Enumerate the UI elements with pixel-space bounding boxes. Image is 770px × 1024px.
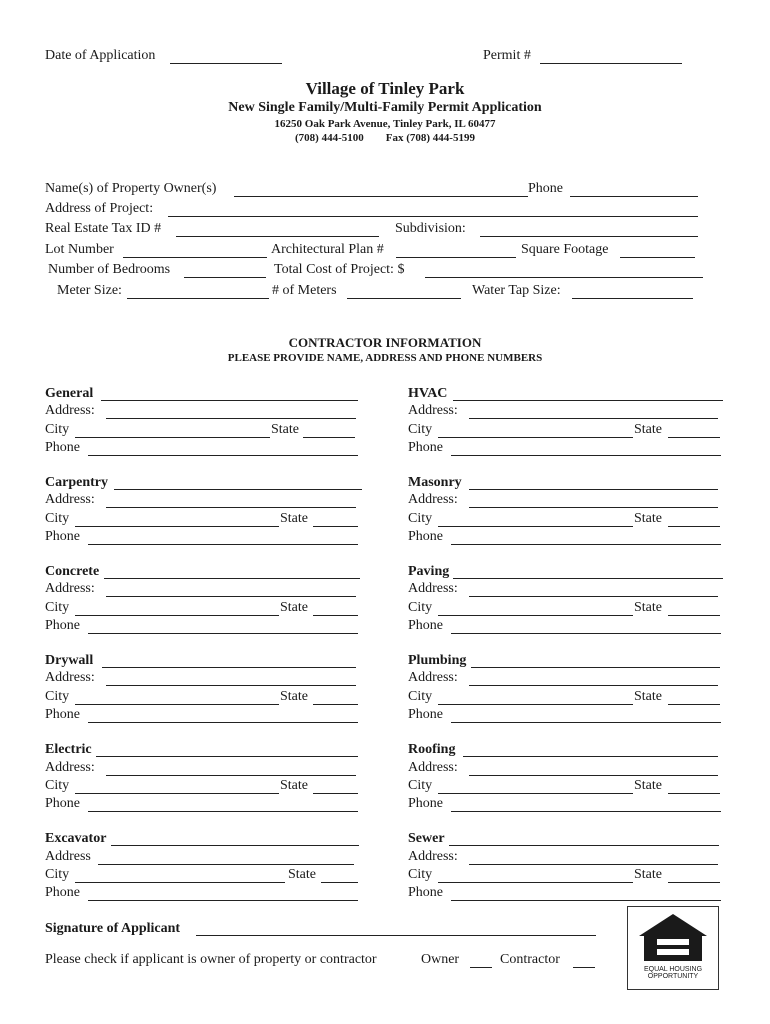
roofing-state-field[interactable]: [668, 793, 720, 794]
square-footage-field[interactable]: [620, 257, 695, 258]
masonry-address-label: Address:: [408, 492, 458, 507]
lot-number-field[interactable]: [123, 257, 267, 258]
electric-contractor-label: Electric: [45, 742, 92, 757]
carpentry-phone-field[interactable]: [88, 544, 358, 545]
sewer-phone-label: Phone: [408, 885, 443, 900]
excavator-state-field[interactable]: [321, 882, 358, 883]
paving-contractor-label: Paving: [408, 564, 450, 579]
roofing-city-label: City: [408, 778, 433, 793]
excavator-phone-label: Phone: [45, 885, 80, 900]
plumbing-phone-field[interactable]: [451, 722, 721, 723]
total-cost-label: Total Cost of Project: $: [274, 262, 405, 277]
paving-state-field[interactable]: [668, 615, 720, 616]
permit-number-field[interactable]: [540, 63, 682, 64]
hvac-phone-label: Phone: [408, 440, 443, 455]
general-city-field[interactable]: [75, 437, 270, 438]
owner-name-label: Name(s) of Property Owner(s): [45, 181, 217, 196]
drywall-phone-field[interactable]: [88, 722, 358, 723]
plumbing-phone-label: Phone: [408, 707, 443, 722]
plumbing-address-field[interactable]: [469, 685, 718, 686]
paving-phone-label: Phone: [408, 618, 443, 633]
roofing-phone-field[interactable]: [451, 811, 721, 812]
hvac-contractor-label: HVAC: [408, 386, 448, 401]
carpentry-contractor-label: Carpentry: [45, 475, 108, 490]
roofing-address-field[interactable]: [469, 775, 718, 776]
excavator-city-label: City: [45, 867, 70, 882]
plumbing-city-field[interactable]: [438, 704, 633, 705]
village-contact: [0, 132, 770, 144]
project-address-field[interactable]: [168, 216, 698, 217]
excavator-phone-field[interactable]: [88, 900, 358, 901]
village-fax: Fax (708) 444-5199: [385, 132, 475, 144]
general-city-label: City: [45, 422, 70, 437]
concrete-contractor-label: Concrete: [45, 564, 100, 579]
excavator-city-field[interactable]: [75, 882, 285, 883]
permit-number-label: Permit #: [483, 48, 531, 63]
plumbing-contractor-field[interactable]: [471, 667, 720, 668]
drywall-address-label: Address:: [45, 670, 95, 685]
general-state-label: State: [271, 422, 299, 437]
sewer-address-field[interactable]: [469, 864, 718, 865]
date-of-application-label: Date of Application: [45, 48, 156, 63]
contractor-subheading: PLEASE PROVIDE NAME, ADDRESS AND PHONE NUMBERS: [227, 352, 543, 364]
logo-text-line-2: OPPORTUNITY: [647, 973, 699, 980]
drywall-city-label: City: [45, 689, 70, 704]
general-address-field[interactable]: [106, 418, 356, 419]
owner-phone-label: Phone: [528, 181, 563, 196]
water-tap-field[interactable]: [572, 298, 693, 299]
contractor-option-label: Contractor: [500, 952, 560, 967]
concrete-address-label: Address:: [45, 581, 95, 596]
masonry-phone-label: Phone: [408, 529, 443, 544]
logo-text-line-1: EQUAL HOUSING: [643, 966, 703, 973]
concrete-contractor-field[interactable]: [104, 578, 360, 579]
masonry-contractor-label: Masonry: [408, 475, 462, 490]
roofing-contractor-label: Roofing: [408, 742, 456, 757]
contractor-heading: CONTRACTOR INFORMATION: [288, 335, 482, 350]
sewer-address-label: Address:: [408, 849, 458, 864]
document-subtitle: New Single Family/Multi-Family Permit Application: [228, 100, 542, 115]
concrete-phone-field[interactable]: [88, 633, 358, 634]
plumbing-state-label: State: [634, 689, 662, 704]
total-cost-field[interactable]: [425, 277, 703, 278]
subdivision-label: Subdivision:: [395, 221, 466, 236]
subdivision-field[interactable]: [480, 236, 698, 237]
masonry-contractor-field[interactable]: [469, 489, 718, 490]
drywall-city-field[interactable]: [75, 704, 279, 705]
carpentry-address-label: Address:: [45, 492, 95, 507]
contractor-checkbox-field[interactable]: [573, 967, 595, 968]
architectural-plan-field[interactable]: [396, 257, 516, 258]
sewer-state-label: State: [634, 867, 662, 882]
plumbing-contractor-label: Plumbing: [408, 653, 467, 668]
village-phone: (708) 444-5100: [295, 132, 364, 144]
project-address-label: Address of Project:: [45, 201, 154, 216]
hvac-phone-field[interactable]: [451, 455, 721, 456]
hvac-city-field[interactable]: [438, 437, 633, 438]
logo-text: [628, 966, 718, 980]
excavator-contractor-field[interactable]: [111, 845, 359, 846]
paving-city-field[interactable]: [438, 615, 633, 616]
paving-state-label: State: [634, 600, 662, 615]
electric-address-label: Address:: [45, 760, 95, 775]
village-address: 16250 Oak Park Avenue, Tinley Park, IL 60477: [274, 118, 496, 130]
roofing-phone-label: Phone: [408, 796, 443, 811]
signature-label: Signature of Applicant: [45, 921, 181, 936]
general-phone-field[interactable]: [88, 455, 358, 456]
hvac-address-label: Address:: [408, 403, 458, 418]
tax-id-field[interactable]: [176, 236, 379, 237]
water-tap-label: Water Tap Size:: [472, 283, 561, 298]
concrete-phone-label: Phone: [45, 618, 80, 633]
carpentry-state-label: State: [280, 511, 308, 526]
general-contractor-field[interactable]: [101, 400, 358, 401]
electric-city-field[interactable]: [75, 793, 279, 794]
carpentry-address-field[interactable]: [106, 507, 356, 508]
hvac-contractor-field[interactable]: [453, 400, 723, 401]
hvac-state-field[interactable]: [668, 437, 720, 438]
concrete-city-field[interactable]: [75, 615, 279, 616]
meters-count-label: # of Meters: [272, 283, 337, 298]
paving-address-label: Address:: [408, 581, 458, 596]
square-footage-label: Square Footage: [521, 242, 609, 257]
sewer-contractor-label: Sewer: [408, 831, 445, 846]
applicant-type-label: Please check if applicant is owner of property or contractor: [45, 952, 377, 967]
sewer-state-field[interactable]: [668, 882, 720, 883]
electric-address-field[interactable]: [106, 775, 356, 776]
hvac-state-label: State: [634, 422, 662, 437]
meter-size-field[interactable]: [127, 298, 269, 299]
equal-housing-logo: [627, 906, 719, 990]
owner-phone-field[interactable]: [570, 196, 698, 197]
plumbing-address-label: Address:: [408, 670, 458, 685]
concrete-state-field[interactable]: [313, 615, 358, 616]
drywall-phone-label: Phone: [45, 707, 80, 722]
electric-phone-field[interactable]: [88, 811, 358, 812]
excavator-address-field[interactable]: [98, 864, 354, 865]
owner-name-field[interactable]: [234, 196, 528, 197]
drywall-address-field[interactable]: [106, 685, 356, 686]
carpentry-contractor-field[interactable]: [114, 489, 362, 490]
general-phone-label: Phone: [45, 440, 80, 455]
paving-address-field[interactable]: [469, 596, 718, 597]
paving-contractor-field[interactable]: [453, 578, 723, 579]
concrete-address-field[interactable]: [106, 596, 356, 597]
drywall-state-field[interactable]: [313, 704, 358, 705]
electric-city-label: City: [45, 778, 70, 793]
signature-field[interactable]: [196, 935, 596, 936]
roofing-contractor-field[interactable]: [463, 756, 718, 757]
sewer-city-field[interactable]: [438, 882, 633, 883]
paving-phone-field[interactable]: [451, 633, 721, 634]
excavator-address-label: Address: [45, 849, 91, 864]
carpentry-city-field[interactable]: [75, 526, 279, 527]
carpentry-phone-label: Phone: [45, 529, 80, 544]
bedrooms-field[interactable]: [184, 277, 266, 278]
drywall-state-label: State: [280, 689, 308, 704]
excavator-contractor-label: Excavator: [45, 831, 107, 846]
carpentry-city-label: City: [45, 511, 70, 526]
excavator-state-label: State: [288, 867, 316, 882]
electric-contractor-field[interactable]: [96, 756, 358, 757]
masonry-state-field[interactable]: [668, 526, 720, 527]
paving-city-label: City: [408, 600, 433, 615]
masonry-city-field[interactable]: [438, 526, 633, 527]
masonry-phone-field[interactable]: [451, 544, 721, 545]
meters-count-field[interactable]: [347, 298, 461, 299]
electric-state-field[interactable]: [313, 793, 358, 794]
bedrooms-label: Number of Bedrooms: [48, 262, 171, 277]
hvac-city-label: City: [408, 422, 433, 437]
lot-number-label: Lot Number: [45, 242, 114, 257]
hvac-address-field[interactable]: [469, 418, 718, 419]
masonry-state-label: State: [634, 511, 662, 526]
sewer-contractor-field[interactable]: [449, 845, 719, 846]
electric-state-label: State: [280, 778, 308, 793]
general-contractor-label: General: [45, 386, 94, 401]
plumbing-state-field[interactable]: [668, 704, 720, 705]
drywall-contractor-field[interactable]: [102, 667, 356, 668]
document-title: Village of Tinley Park: [305, 79, 465, 98]
sewer-city-label: City: [408, 867, 433, 882]
concrete-state-label: State: [280, 600, 308, 615]
general-address-label: Address:: [45, 403, 95, 418]
general-state-field[interactable]: [303, 437, 355, 438]
concrete-city-label: City: [45, 600, 70, 615]
owner-option-label: Owner: [421, 952, 460, 967]
roofing-state-label: State: [634, 778, 662, 793]
owner-checkbox-field[interactable]: [470, 967, 492, 968]
roofing-address-label: Address:: [408, 760, 458, 775]
sewer-phone-field[interactable]: [451, 900, 721, 901]
meter-size-label: Meter Size:: [57, 283, 122, 298]
architectural-plan-label: Architectural Plan #: [271, 242, 384, 257]
roofing-city-field[interactable]: [438, 793, 633, 794]
masonry-address-field[interactable]: [469, 507, 718, 508]
drywall-contractor-label: Drywall: [45, 653, 94, 668]
tax-id-label: Real Estate Tax ID #: [45, 221, 162, 236]
masonry-city-label: City: [408, 511, 433, 526]
carpentry-state-field[interactable]: [313, 526, 358, 527]
plumbing-city-label: City: [408, 689, 433, 704]
electric-phone-label: Phone: [45, 796, 80, 811]
date-of-application-field[interactable]: [170, 63, 282, 64]
